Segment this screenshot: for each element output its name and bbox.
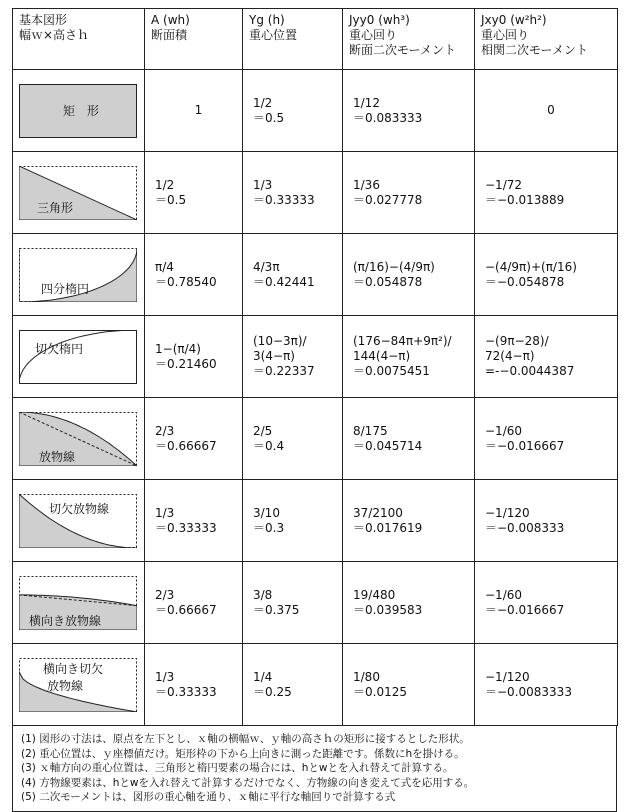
centroid-value: 4/3π ＝0.42441 [243, 234, 343, 316]
table-row [13, 562, 618, 644]
jyy-value: (π/16)−(4/9π) ＝0.054878 [343, 234, 475, 316]
shape-name: 三角形 [37, 200, 74, 215]
shape-cell [13, 562, 145, 644]
shape-cell [13, 152, 145, 234]
area-value: 1/3 ＝0.33333 [145, 480, 243, 562]
table-row [13, 234, 618, 316]
shape-cell [13, 70, 145, 152]
note: (3) ｘ軸方向の重心位置は、三角形と楕円要素の場合には、hとwとを入れ替えて計算する。 [21, 762, 454, 774]
area-value: 1/3 ＝0.33333 [145, 644, 243, 726]
jxy-value: −1/72 ＝−0.013889 [475, 152, 618, 234]
note: (1) 図形の寸法は、原点を左下とし、ｘ軸の横幅ｗ、ｙ軸の高さｈの矩形に接するとした形状。 [21, 733, 470, 745]
jxy-value: −1/120 ＝−0.008333 [475, 480, 618, 562]
note: (5) 二次モーメントは、図形の重心軸を通り、ｘ軸に平行な軸回りで計算する式 [21, 791, 396, 803]
jyy-value: 1/80 ＝0.0125 [343, 644, 475, 726]
table-row [13, 152, 618, 234]
header-jxy: Jxy0 (w²h²) 重心回り 相関二次モーメント [475, 9, 618, 70]
table-row [13, 70, 618, 152]
shape-cell [13, 316, 145, 398]
header-shape: 基本図形 幅ｗ×高さｈ [13, 9, 145, 70]
header-area: A (wh) 断面積 [145, 9, 243, 70]
centroid-value: (10−3π)/ 3(4−π) ＝0.22337 [243, 316, 343, 398]
shape-figure [19, 576, 137, 630]
jxy-value: −(9π−28)/ 72(4−π) =-−0.0044387 [475, 316, 618, 398]
centroid-value: 3/10 ＝0.3 [243, 480, 343, 562]
header-row [13, 9, 618, 70]
shape-name: 四分楕円 [41, 281, 90, 296]
shape-figure [19, 494, 137, 548]
centroid-value: 1/2 ＝0.5 [243, 70, 343, 152]
shape-figure [19, 166, 137, 220]
area-value: 1/2 ＝0.5 [145, 152, 243, 234]
jyy-value: 8/175 ＝0.045714 [343, 398, 475, 480]
section-properties-table [12, 8, 618, 726]
table-row [13, 480, 618, 562]
area-value: 1 [145, 70, 243, 152]
centroid-value: 1/4 ＝0.25 [243, 644, 343, 726]
shape-name: 切欠放物線 [49, 501, 110, 516]
shape-cell [13, 480, 145, 562]
header-centroid: Yg (h) 重心位置 [243, 9, 343, 70]
jyy-value: 1/12 ＝0.083333 [343, 70, 475, 152]
shape-name: 横向き放物線 [29, 613, 102, 628]
area-value: π/4 ＝0.78540 [145, 234, 243, 316]
shape-name: 放物線 [39, 449, 76, 464]
note: (2) 重心位置は、ｙ座標値だけ。矩形枠の下から上向きに測った距離です。係数にhを掛ける。 [21, 747, 465, 760]
shape-cell [13, 398, 145, 480]
shape-name: 横向き切欠 放物線 [43, 661, 104, 693]
header-jyy: Jyy0 (wh³) 重心回り 断面二次モーメント [343, 9, 475, 70]
area-value: 2/3 ＝0.66667 [145, 562, 243, 644]
jxy-value: −1/120 ＝−0.0083333 [475, 644, 618, 726]
jyy-value: 37/2100 ＝0.017619 [343, 480, 475, 562]
area-value: 1−(π/4) ＝0.21460 [145, 316, 243, 398]
jxy-value: 0 [475, 70, 618, 152]
area-value: 2/3 ＝0.66667 [145, 398, 243, 480]
jxy-value: −(4/9π)+(π/16) ＝−0.054878 [475, 234, 618, 316]
property-sheet [12, 8, 617, 803]
shape-figure [19, 330, 137, 384]
shape-figure [19, 658, 137, 712]
shape-name: 矩 形 [63, 103, 100, 118]
table-row [13, 644, 618, 726]
table-row [13, 398, 618, 480]
jyy-value: (176−84π+9π²)/ 144(4−π) ＝0.0075451 [343, 316, 475, 398]
shape-figure [19, 248, 137, 302]
shape-figure [19, 84, 137, 138]
jyy-value: 19/480 ＝0.039583 [343, 562, 475, 644]
shape-figure [19, 412, 137, 466]
jxy-value: −1/60 ＝−0.016667 [475, 398, 618, 480]
centroid-value: 1/3 ＝0.33333 [243, 152, 343, 234]
notes-box [12, 726, 617, 812]
shape-cell [13, 644, 145, 726]
jyy-value: 1/36 ＝0.027778 [343, 152, 475, 234]
shape-name: 切欠楕円 [35, 341, 84, 356]
note: (4) 方物線要素は、hとwを入れ替えて計算するだけでなく、方物線の向き変えて式を応用する。 [21, 776, 475, 789]
centroid-value: 2/5 ＝0.4 [243, 398, 343, 480]
table-row [13, 316, 618, 398]
jxy-value: −1/60 ＝−0.016667 [475, 562, 618, 644]
shape-cell [13, 234, 145, 316]
centroid-value: 3/8 ＝0.375 [243, 562, 343, 644]
